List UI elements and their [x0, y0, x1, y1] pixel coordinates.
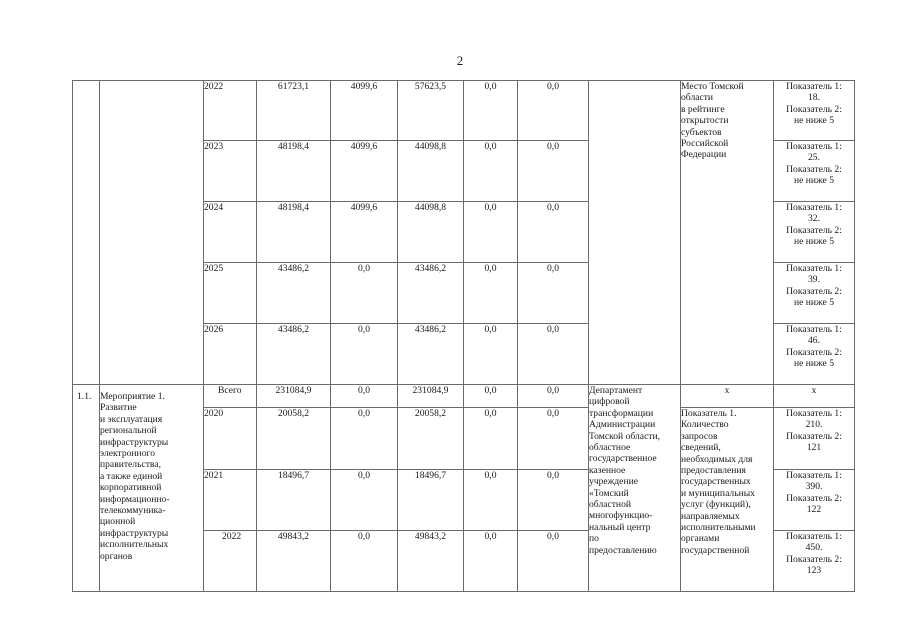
year-cell: 2022: [204, 531, 257, 592]
value-line: Показатель 2:: [786, 430, 842, 442]
value-line: не ниже 5: [793, 175, 834, 187]
activity-name-cell: [100, 81, 204, 385]
indicator-line: Показатель 1.: [681, 408, 737, 419]
total-cell: 231084,9: [257, 385, 331, 408]
executor-line: Департамент: [589, 385, 643, 396]
indicator-line: субъектов: [681, 126, 722, 138]
value-line: не ниже 5: [793, 115, 834, 127]
executor-line: трансформации: [589, 407, 654, 419]
value-line: Показатель 2:: [786, 163, 842, 175]
indicator-line: государственных: [681, 476, 751, 488]
local-cell: 0,0: [464, 408, 518, 470]
value-line: не ниже 5: [793, 297, 834, 309]
activity-name-cell: [100, 385, 204, 592]
federal-cell: 0,0: [331, 531, 398, 592]
value-line: Показатель 2:: [786, 346, 842, 358]
indicator-line: открытости: [681, 115, 729, 127]
other-cell: 0,0: [518, 324, 589, 385]
other-cell: 0,0: [518, 141, 589, 202]
activity-line: электронного: [100, 448, 155, 460]
total-cell: 48198,4: [257, 141, 331, 202]
indicator-line: Федерации: [681, 149, 727, 161]
local-cell: 0,0: [464, 263, 518, 324]
value-line: 121: [806, 442, 822, 454]
regional-cell: 44098,8: [398, 141, 464, 202]
activity-line: органов: [100, 550, 133, 562]
local-cell: 0,0: [464, 141, 518, 202]
executor-line: Томской области,: [589, 430, 661, 442]
activity-line: правительства,: [100, 459, 161, 471]
local-cell: 0,0: [464, 81, 518, 141]
indicator-line: услуг (функций),: [681, 499, 751, 511]
executor-line: казенное: [589, 464, 626, 476]
year-cell: 2021: [204, 470, 257, 531]
federal-cell: 4099,6: [331, 141, 398, 202]
indicator-name-cell: х: [681, 385, 774, 408]
value-line: Показатель 1:: [786, 202, 842, 213]
indicator-line: сведений,: [681, 442, 721, 454]
indicator-value-cell: [774, 81, 855, 141]
other-cell: 0,0: [518, 531, 589, 592]
other-cell: 0,0: [518, 81, 589, 141]
indicator-value-cell: [774, 202, 855, 263]
value-line: Показатель 2:: [786, 103, 842, 115]
indicator-line: запросов: [681, 430, 718, 442]
activity-line: Мероприятие 1.: [100, 391, 165, 402]
page-number: 2: [456, 53, 464, 68]
value-line: 390.: [805, 481, 823, 493]
value-line: 25.: [808, 152, 820, 164]
federal-cell: 0,0: [331, 385, 398, 408]
total-cell: 49843,2: [257, 531, 331, 592]
indicator-line: Количество: [681, 419, 729, 431]
program-table: [72, 80, 855, 592]
year-cell: Всего: [204, 385, 257, 408]
indicator-value-cell: [774, 531, 855, 592]
value-line: Показатель 2:: [786, 224, 842, 236]
activity-line: Развитие: [100, 402, 137, 414]
regional-cell: 57623,5: [398, 81, 464, 141]
executor-line: цифровой: [589, 396, 630, 408]
executor-line: областной: [589, 499, 632, 511]
local-cell: 0,0: [464, 385, 518, 408]
other-cell: 0,0: [518, 385, 589, 408]
executor-cell: [589, 385, 681, 592]
activity-line: инфраструктуры: [100, 527, 169, 539]
executor-line: областное: [589, 442, 631, 454]
table-row: [73, 81, 855, 141]
activity-line: корпоративной: [100, 482, 162, 494]
value-line: Показатель 1:: [786, 263, 842, 274]
regional-cell: 20058,2: [398, 408, 464, 470]
indicator-value-cell: х: [774, 385, 855, 408]
executor-line: многофункцио-: [589, 510, 653, 522]
value-line: 32.: [808, 213, 820, 225]
regional-cell: 44098,8: [398, 202, 464, 263]
value-line: Показатель 1:: [786, 324, 842, 335]
indicator-value-cell: [774, 408, 855, 470]
value-line: 122: [806, 504, 822, 516]
executor-line: Администрации: [589, 419, 656, 431]
value-line: 39.: [808, 274, 820, 286]
local-cell: 0,0: [464, 202, 518, 263]
indicator-line: предоставления: [681, 465, 746, 477]
federal-cell: 0,0: [331, 470, 398, 531]
regional-cell: 49843,2: [398, 531, 464, 592]
year-cell: 2022: [204, 81, 257, 141]
executor-line: государственное: [589, 453, 657, 465]
value-line: Показатель 1:: [786, 408, 842, 419]
row-number-cell: [73, 81, 100, 385]
total-cell: 48198,4: [257, 202, 331, 263]
other-cell: 0,0: [518, 202, 589, 263]
regional-cell: 18496,7: [398, 470, 464, 531]
regional-cell: 231084,9: [398, 385, 464, 408]
indicator-value-cell: [774, 141, 855, 202]
value-line: Показатель 2:: [786, 553, 842, 565]
indicator-name-cell: [681, 81, 774, 385]
regional-cell: 43486,2: [398, 324, 464, 385]
year-cell: 2026: [204, 324, 257, 385]
total-cell: 43486,2: [257, 263, 331, 324]
executor-cell: [589, 81, 681, 385]
indicator-value-cell: [774, 263, 855, 324]
federal-cell: 4099,6: [331, 81, 398, 141]
table-row: [73, 385, 855, 408]
other-cell: 0,0: [518, 408, 589, 470]
value-line: Показатель 2:: [786, 492, 842, 504]
section-number-cell: 1.1.: [73, 385, 100, 592]
activity-line: исполнительных: [100, 539, 169, 551]
indicator-line: Место Томской: [681, 81, 744, 92]
executor-line: нальный центр: [589, 521, 651, 533]
activity-line: а также единой: [100, 470, 163, 482]
total-cell: 61723,1: [257, 81, 331, 141]
regional-cell: 43486,2: [398, 263, 464, 324]
indicator-value-cell: [774, 324, 855, 385]
executor-line: предоставлению: [589, 544, 657, 556]
indicator-line: органами: [681, 533, 720, 545]
executor-line: по: [589, 533, 599, 545]
indicator-line: исполнительными: [681, 522, 756, 534]
total-cell: 18496,7: [257, 470, 331, 531]
indicator-line: и муниципальных: [681, 487, 755, 499]
activity-line: региональной: [100, 425, 157, 437]
activity-line: инфраструктуры: [100, 436, 169, 448]
value-line: 18.: [808, 92, 820, 104]
indicator-line: необходимых для: [681, 453, 753, 465]
indicator-name-cell: [681, 408, 774, 592]
total-cell: 43486,2: [257, 324, 331, 385]
value-line: Показатель 2:: [786, 285, 842, 297]
value-line: 46.: [808, 335, 820, 347]
federal-cell: 0,0: [331, 324, 398, 385]
activity-line: телекоммуника-: [100, 505, 166, 517]
year-cell: 2025: [204, 263, 257, 324]
indicator-line: области: [681, 92, 714, 104]
local-cell: 0,0: [464, 531, 518, 592]
executor-line: учреждение: [589, 476, 638, 488]
federal-cell: 0,0: [331, 408, 398, 470]
local-cell: 0,0: [464, 324, 518, 385]
local-cell: 0,0: [464, 470, 518, 531]
federal-cell: 0,0: [331, 263, 398, 324]
value-line: не ниже 5: [793, 236, 834, 248]
value-line: 210.: [805, 419, 823, 431]
activity-line: ционной: [100, 516, 136, 528]
executor-line: «Томский: [589, 487, 629, 499]
value-line: 123: [806, 565, 822, 577]
value-line: Показатель 1:: [786, 81, 842, 92]
federal-cell: 4099,6: [331, 202, 398, 263]
year-cell: 2020: [204, 408, 257, 470]
activity-line: и эксплуатация: [100, 413, 163, 425]
indicator-line: в рейтинге: [681, 103, 725, 115]
indicator-value-cell: [774, 470, 855, 531]
other-cell: 0,0: [518, 263, 589, 324]
year-cell: 2024: [204, 202, 257, 263]
value-line: Показатель 1:: [786, 141, 842, 152]
activity-line: информационно-: [100, 493, 170, 505]
other-cell: 0,0: [518, 470, 589, 531]
indicator-line: Российской: [681, 138, 729, 150]
total-cell: 20058,2: [257, 408, 331, 470]
value-line: Показатель 1:: [786, 470, 842, 481]
indicator-line: направляемых: [681, 510, 740, 522]
indicator-line: государственной: [681, 544, 750, 556]
year-cell: 2023: [204, 141, 257, 202]
value-line: 450.: [805, 542, 823, 554]
value-line: не ниже 5: [793, 358, 834, 370]
value-line: Показатель 1:: [786, 531, 842, 542]
